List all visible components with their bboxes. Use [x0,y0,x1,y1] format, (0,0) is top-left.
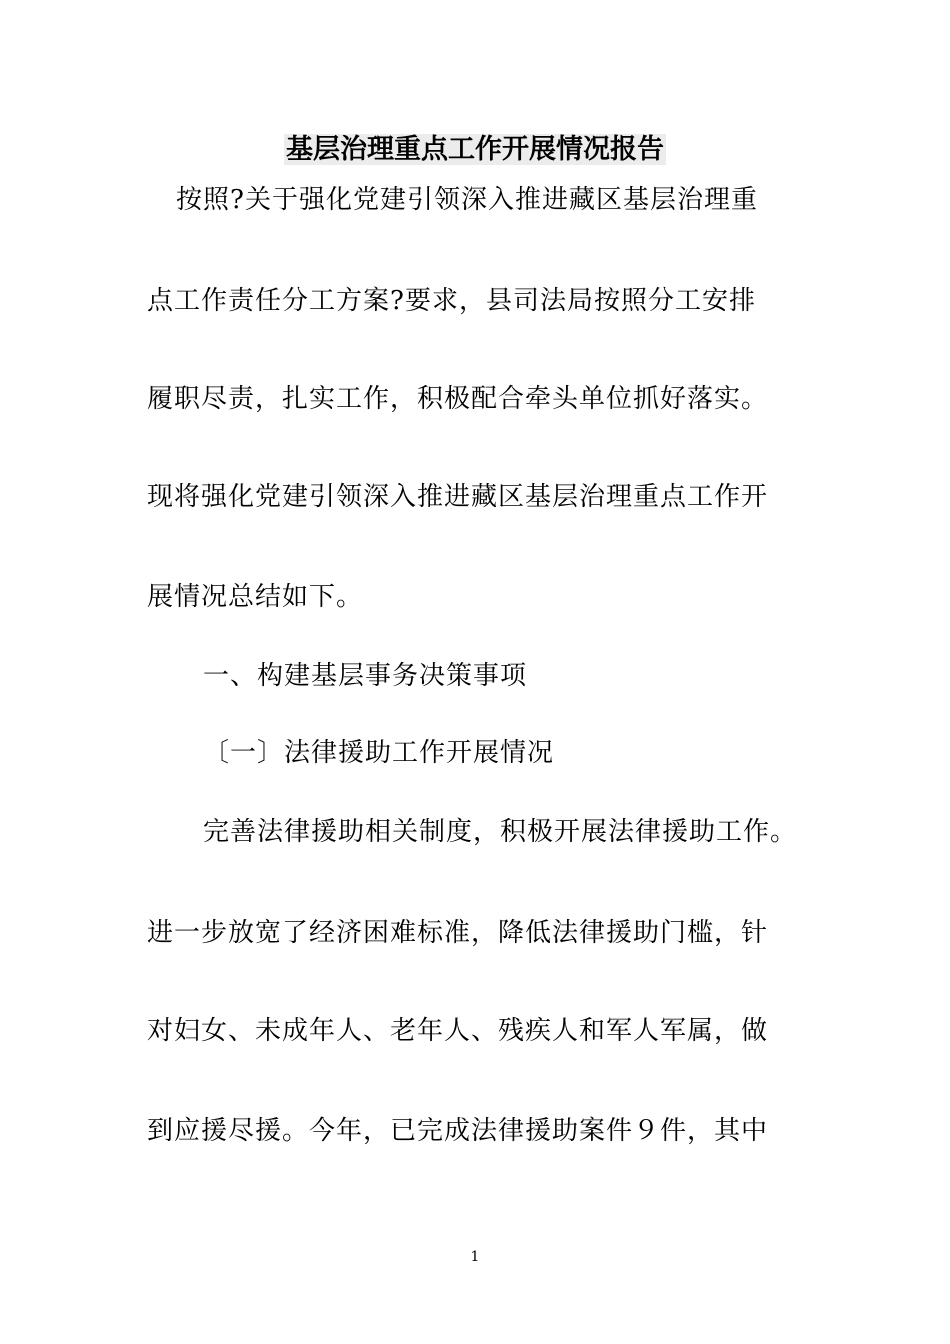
body-line-4: 现将强化党建引领深入推进藏区基层治理重点工作开 [147,482,769,512]
page-number: 1 [470,1249,480,1265]
body-line-2: 点工作责任分工方案?要求，县司法局按照分工安排 [147,286,756,316]
body-line-3: 履职尽责，扎实工作，积极配合牵头单位抓好落实。 [147,384,769,414]
body-line-8: 对妇女、未成年人、老年人、残疾人和军人军属，做 [147,1016,769,1046]
document-title [0,133,950,167]
document-title-text: 基层治理重点工作开展情况报告 [286,134,664,165]
body-line-1: 按照?关于强化党建引领深入推进藏区基层治理重 [176,185,758,215]
body-line-9: 到应援尽援。今年，已完成法律援助案件９件，其中 [147,1116,769,1146]
section-heading: 一、构建基层事务决策事项 [203,661,528,691]
body-line-5: 展情况总结如下。 [147,582,364,612]
body-line-6: 完善法律援助相关制度，积极开展法律援助工作。 [203,817,798,847]
subsection-heading: 〔一〕法律援助工作开展情况 [203,738,555,768]
body-line-7: 进一步放宽了经济困难标准，降低法律援助门槛，针 [147,918,769,948]
